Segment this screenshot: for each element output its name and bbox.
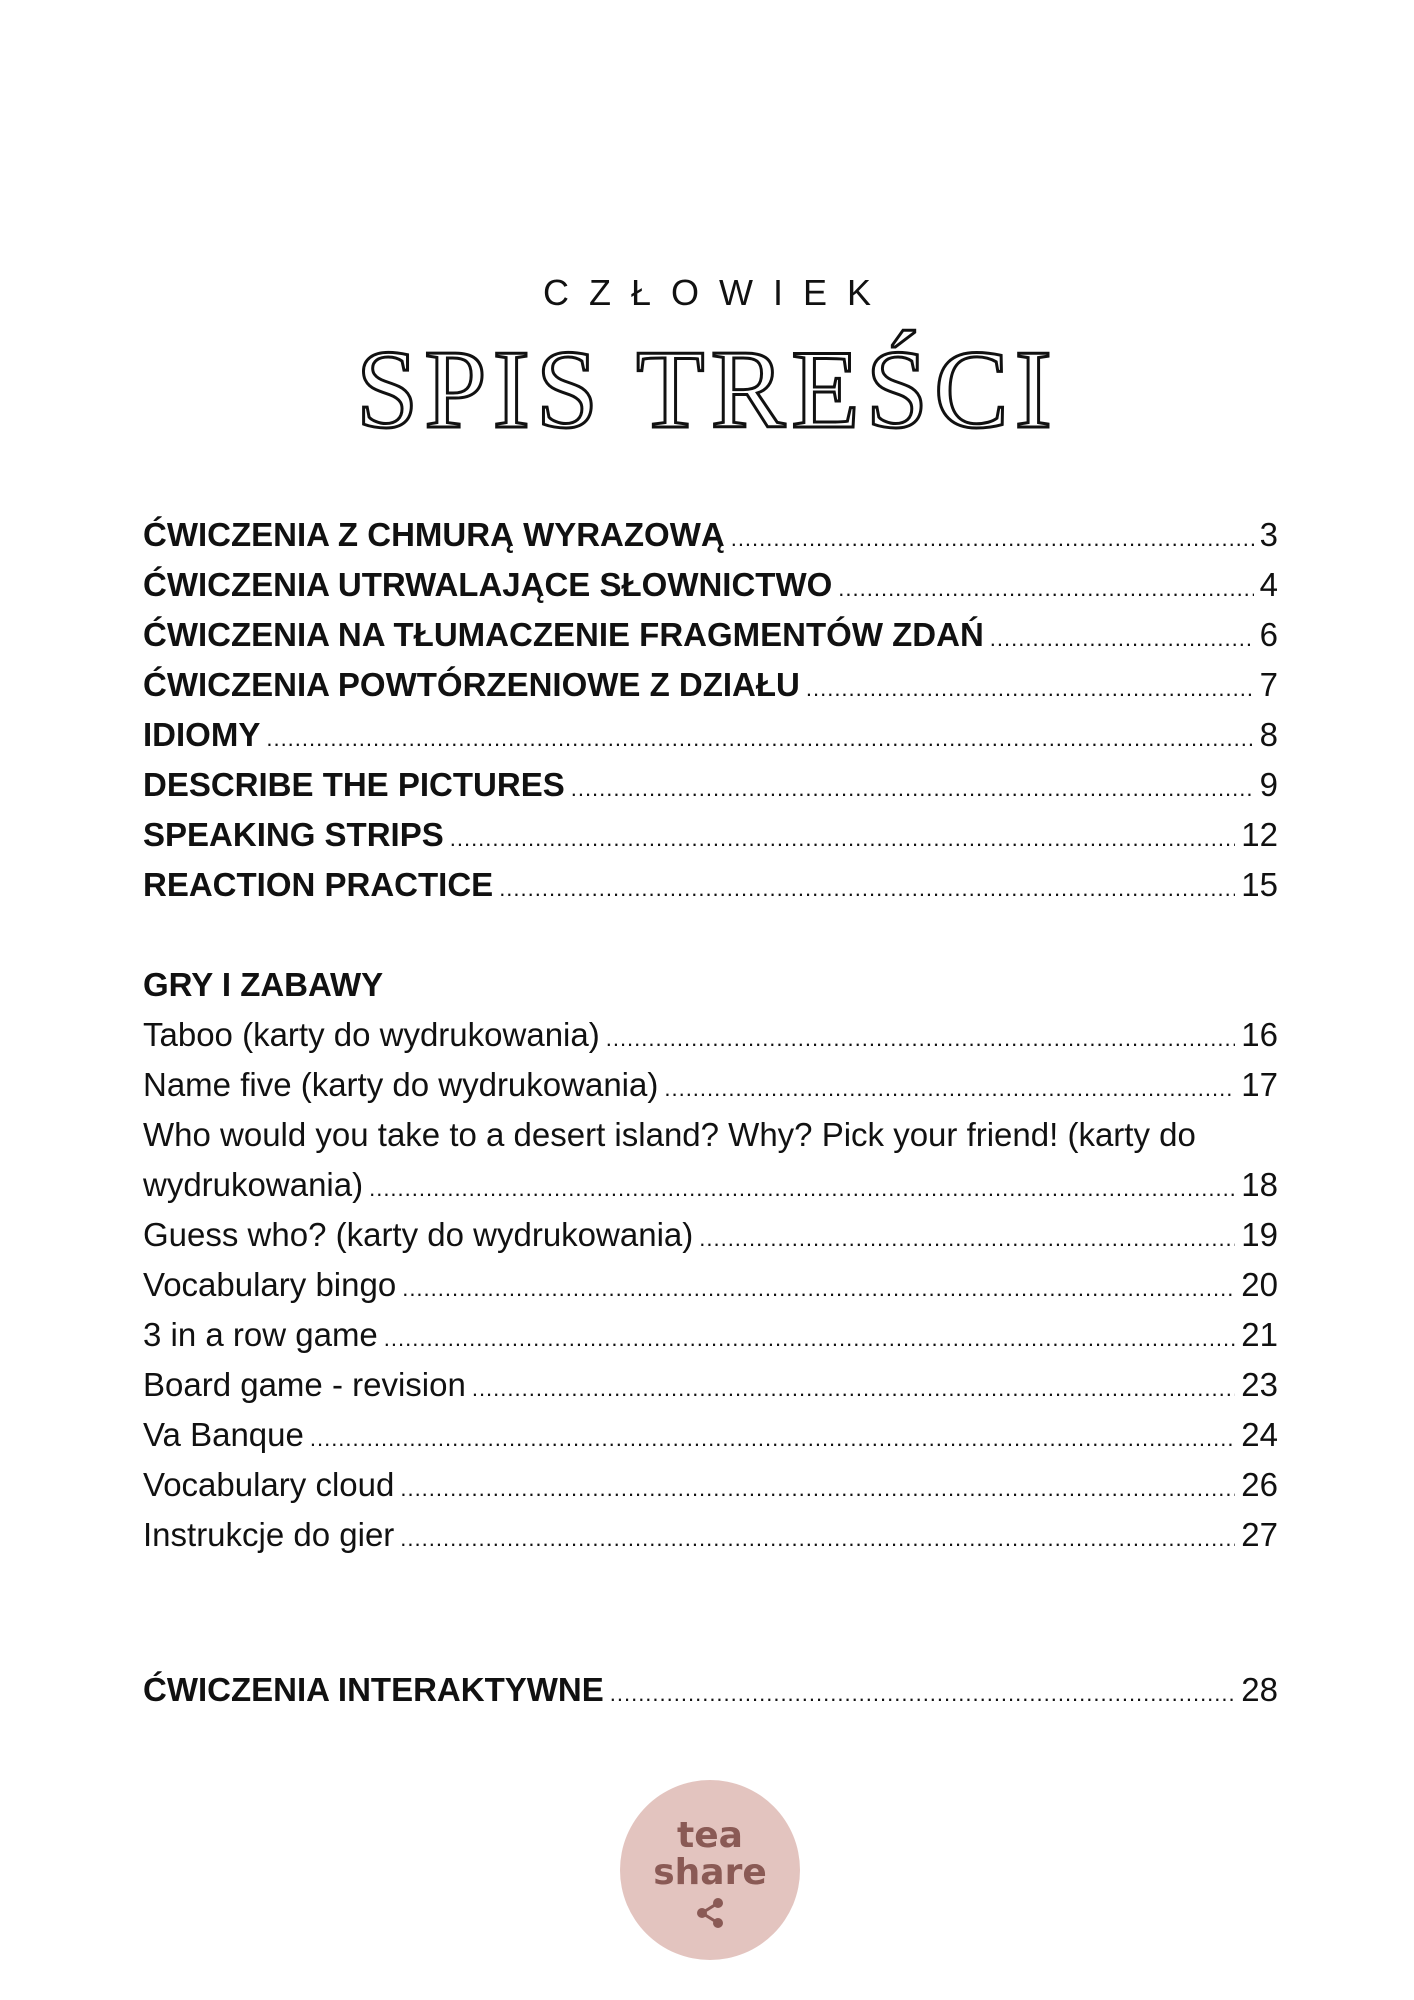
toc-entry[interactable]	[143, 1410, 1278, 1460]
games-heading: GRY I ZABAWY	[143, 966, 384, 1003]
toc-entry-label: Taboo (karty do wydrukowania)	[143, 1016, 600, 1053]
toc-entry-page: 24	[1241, 1416, 1278, 1453]
toc-entry-label: ĆWICZENIA Z CHMURĄ WYRAZOWĄ	[143, 516, 725, 553]
document-subtitle: CZŁOWIEK	[542, 272, 891, 313]
toc-entry-page: 20	[1241, 1266, 1278, 1303]
toc-entry-label: Va Banque	[143, 1416, 304, 1453]
toc-entry-page: 26	[1241, 1466, 1278, 1503]
toc-entry[interactable]	[143, 1060, 1278, 1110]
dot-leader	[472, 1364, 1235, 1414]
teashare-logo[interactable]	[620, 1780, 800, 1960]
toc-entry-label: ĆWICZENIA UTRWALAJĄCE SŁOWNICTWO	[143, 566, 833, 603]
dot-leader	[310, 1414, 1235, 1464]
toc-entry-label: REACTION PRACTICE	[143, 866, 494, 903]
toc-entry-label: DESCRIBE THE PICTURES	[143, 766, 565, 803]
toc-entry[interactable]	[143, 1460, 1278, 1510]
dot-leader	[731, 514, 1254, 564]
toc-entry-label: Guess who? (karty do wydrukowania)	[143, 1216, 694, 1253]
toc-entry[interactable]	[143, 860, 1278, 910]
toc-entry-page: 27	[1241, 1516, 1278, 1553]
toc-entry-label: IDIOMY	[143, 716, 261, 753]
toc-entry-page: 17	[1241, 1066, 1278, 1103]
dot-leader	[806, 664, 1254, 714]
toc-entry-page: 9	[1259, 766, 1278, 803]
dot-leader	[450, 814, 1236, 864]
toc-entry-page: 19	[1241, 1216, 1278, 1253]
toc-entry[interactable]	[143, 660, 1278, 710]
toc-entry-label: Board game - revision	[143, 1366, 466, 1403]
toc-entry[interactable]	[143, 560, 1278, 610]
dot-leader	[838, 564, 1253, 614]
toc-entry[interactable]	[143, 1360, 1278, 1410]
toc-entry-label: ĆWICZENIA INTERAKTYWNE	[143, 1671, 604, 1708]
dot-leader	[610, 1669, 1236, 1719]
toc-entry-page: 4	[1259, 566, 1278, 603]
toc-interactive-section	[143, 1665, 1278, 1715]
logo-text-line2: share	[653, 1852, 767, 1893]
toc-games-section	[143, 960, 1278, 1560]
toc-entry-page: 23	[1241, 1366, 1278, 1403]
dot-leader	[990, 614, 1254, 664]
toc-entry-page: 15	[1241, 866, 1278, 903]
toc-entry[interactable]	[143, 710, 1278, 760]
toc-entry[interactable]	[143, 1260, 1278, 1310]
toc-entry-page: 6	[1259, 616, 1278, 653]
toc-entry[interactable]	[143, 1160, 1278, 1210]
toc-entry-label: Vocabulary bingo	[143, 1266, 397, 1303]
toc-entry-page: 3	[1259, 516, 1278, 553]
toc-entry-page: 8	[1259, 716, 1278, 753]
dot-leader	[664, 1064, 1235, 1114]
toc-entry-page: 21	[1241, 1316, 1278, 1353]
page-title: SPIS TREŚCI	[356, 328, 1058, 452]
toc-entry-label: Vocabulary cloud	[143, 1466, 395, 1503]
toc-entry-first-line[interactable]: Who would you take to a desert island? Why? Pick your friend! (karty do	[143, 1116, 1196, 1153]
dot-leader	[606, 1014, 1236, 1064]
toc-entry-page: 12	[1241, 816, 1278, 853]
dot-leader	[699, 1214, 1235, 1264]
toc-entry-label: ĆWICZENIA POWTÓRZENIOWE Z DZIAŁU	[143, 666, 800, 703]
toc-entry-label: ĆWICZENIA NA TŁUMACZENIE FRAGMENTÓW ZDAŃ	[143, 616, 984, 653]
toc-entry-label: 3 in a row game	[143, 1316, 378, 1353]
dot-leader	[266, 714, 1253, 764]
toc-entry[interactable]	[143, 760, 1278, 810]
toc-entry-page: 7	[1259, 666, 1278, 703]
toc-entry-label: Name five (karty do wydrukowania)	[143, 1066, 659, 1103]
dot-leader	[369, 1164, 1235, 1214]
toc-entry[interactable]	[143, 1310, 1278, 1360]
dot-leader	[402, 1264, 1235, 1314]
toc-entry[interactable]	[143, 1210, 1278, 1260]
dot-leader	[384, 1314, 1235, 1364]
toc-entry[interactable]	[143, 1010, 1278, 1060]
dot-leader	[499, 864, 1235, 914]
logo-text-line1: tea	[677, 1815, 743, 1856]
toc-entry[interactable]	[143, 610, 1278, 660]
toc-main-sections	[143, 510, 1278, 910]
dot-leader	[400, 1514, 1235, 1564]
toc-entry-label: Instrukcje do gier	[143, 1516, 395, 1553]
dot-leader	[400, 1464, 1235, 1514]
toc-entry-label: wydrukowania)	[143, 1166, 364, 1203]
toc-entry-page: 16	[1241, 1016, 1278, 1053]
toc-entry-page: 18	[1241, 1166, 1278, 1203]
toc-entry[interactable]	[143, 810, 1278, 860]
dot-leader	[571, 764, 1254, 814]
toc-entry[interactable]	[143, 1665, 1278, 1715]
toc-entry-label: SPEAKING STRIPS	[143, 816, 444, 853]
toc-entry[interactable]	[143, 1510, 1278, 1560]
share-icon	[693, 1896, 727, 1930]
toc-entry[interactable]	[143, 510, 1278, 560]
toc-entry-page: 28	[1241, 1671, 1278, 1708]
